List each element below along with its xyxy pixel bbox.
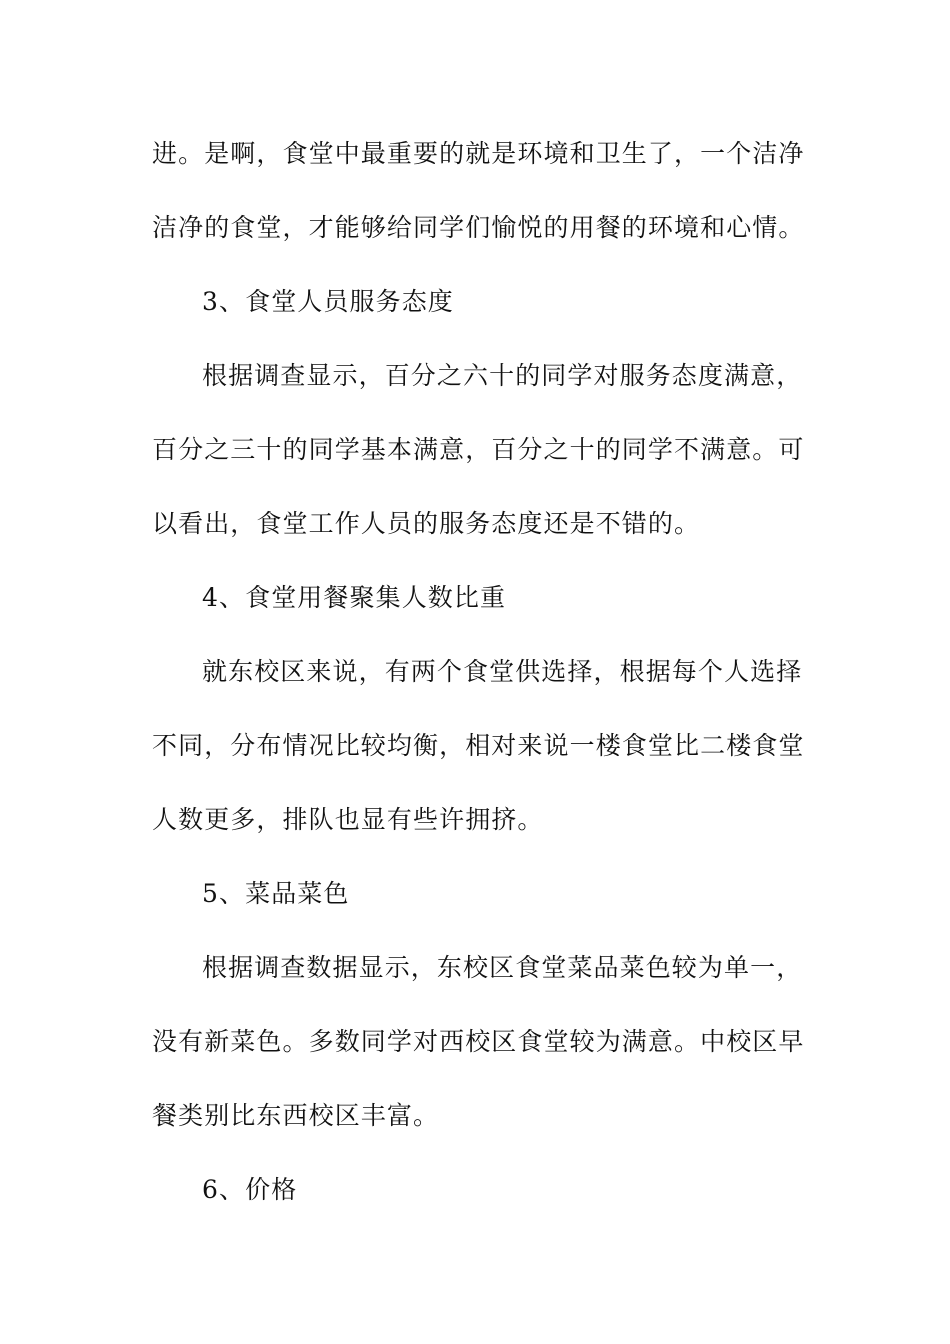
paragraph-line: 百分之三十的同学基本满意，百分之十的同学不满意。可 (152, 435, 805, 464)
section-heading: 6、价格 (202, 1175, 298, 1204)
section-heading: 4、食堂用餐聚集人数比重 (202, 583, 507, 612)
paragraph-line: 餐类别比东西校区丰富。 (152, 1101, 440, 1130)
paragraph-line: 洁净的食堂，才能够给同学们愉悦的用餐的环境和心情。 (152, 213, 805, 242)
paragraph-line: 人数更多，排队也显有些许拥挤。 (152, 805, 544, 834)
paragraph-line: 没有新菜色。多数同学对西校区食堂较为满意。中校区早 (152, 1027, 805, 1056)
paragraph-line: 以看出，食堂工作人员的服务态度还是不错的。 (152, 509, 701, 538)
paragraph-line: 根据调查数据显示，东校区食堂菜品菜色较为单一， (202, 953, 803, 982)
section-heading: 3、食堂人员服务态度 (202, 287, 454, 316)
paragraph-line: 就东校区来说，有两个食堂供选择，根据每个人选择 (202, 657, 803, 686)
paragraph-line: 不同，分布情况比较均衡，相对来说一楼食堂比二楼食堂 (152, 731, 805, 760)
paragraph-line: 进。是啊，食堂中最重要的就是环境和卫生了，一个洁净 (152, 139, 805, 168)
paragraph-line: 根据调查显示，百分之六十的同学对服务态度满意， (202, 361, 803, 390)
section-heading: 5、菜品菜色 (202, 879, 350, 908)
